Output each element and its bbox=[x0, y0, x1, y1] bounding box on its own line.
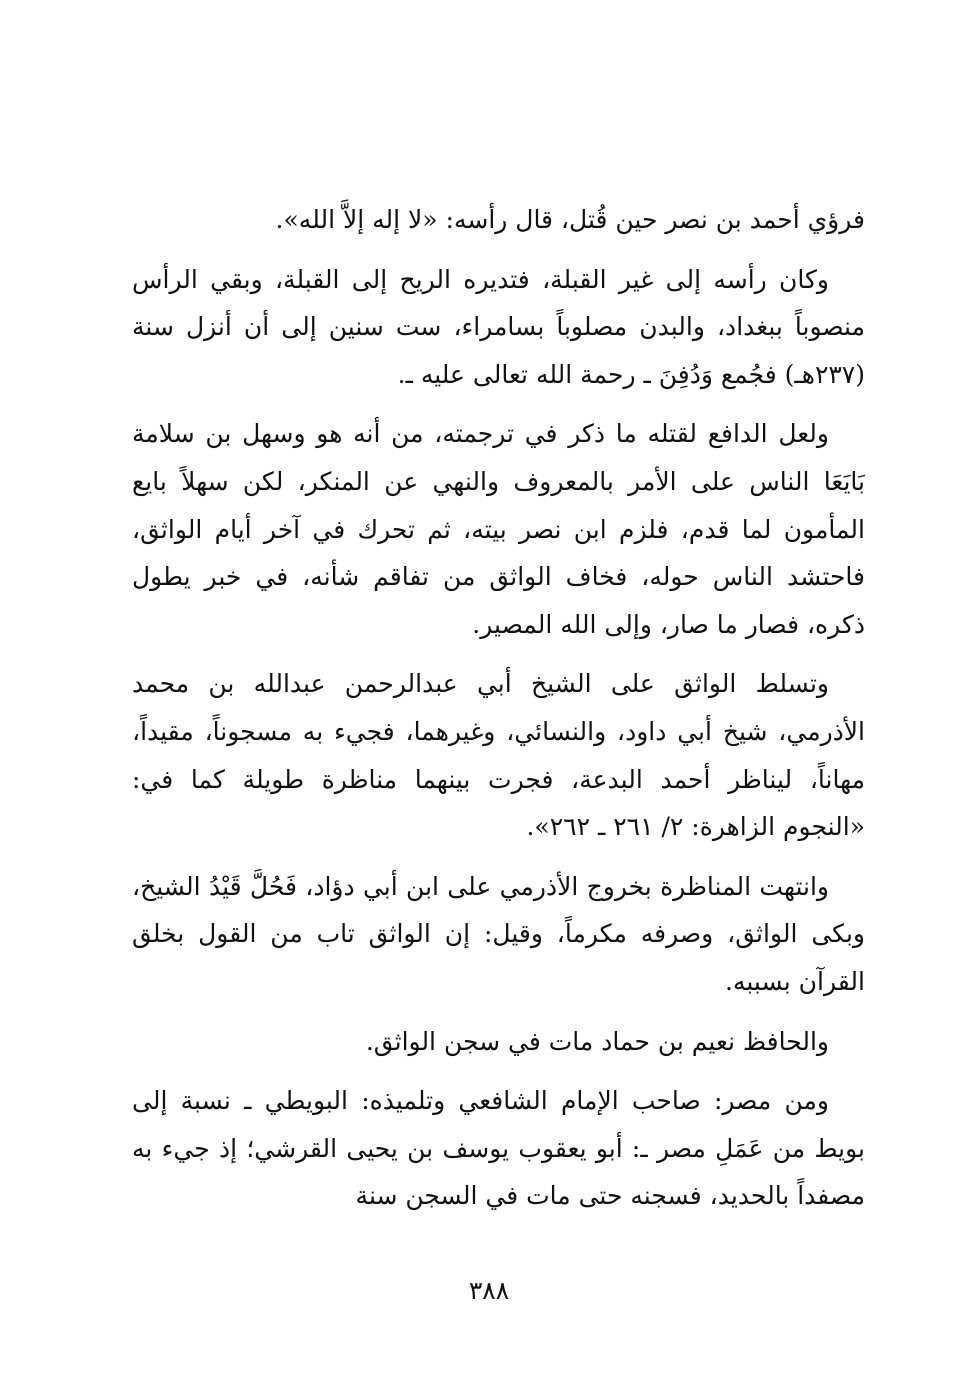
paragraph: ومن مصر: صاحب الإمام الشافعي وتلميذه: البويطي ـ نسبة إلى بويط من عَمَلِ مصر ـ: أبو يعقوب يوسف بن يحيى القرشي؛ إذ جيء به مصفداً بالحديد، فسجنه حتى مات في السجن سنة bbox=[132, 1086, 865, 1211]
paragraph: وتسلط الواثق على الشيخ أبي عبدالرحمن عبدالله بن محمد الأذرمي، شيخ أبي داود، والنسائي، وغيرهما، فجيء به مسجوناً، مقيداً، مهاناً، ليناظر أحمد البدعة، فجرت بينهما مناظرة طويلة كما في: «النجوم الزاهرة: ٢/ ٢٦١ ـ ٢٦٢». bbox=[132, 669, 865, 842]
paragraph: والحافظ نعيم بن حماد مات في سجن الواثق. bbox=[365, 1026, 829, 1056]
paragraph: وكان رأسه إلى غير القبلة، فتديره الريح إلى القبلة، وبقي الرأس منصوباً ببغداد، والبدن مصلوباً بسامراء، ست سنين إلى أن أنزل سنة (٢٣٧هـ) فجُمع وَدُفِنَ ـ رحمة الله تعالى عليه ـ. bbox=[132, 264, 865, 389]
paragraph: وانتهت المناظرة بخروج الأذرمي على ابن أبي دؤاد، فَحُلَّ قَيْدُ الشيخ، وبكى الواثق، وصرفه مكرماً، وقيل: إن الواثق تاب من القول بخلق القرآن بسببه. bbox=[132, 871, 865, 996]
page-number: ٣٨٨ bbox=[468, 1276, 510, 1305]
paragraph: ولعل الدافع لقتله ما ذكر في ترجمته، من أنه هو وسهل بن سلامة بَايَعَا الناس على الأمر بالمعروف والنهي عن المنكر، لكن سهلاً بايع المأمون لما قدم، فلزم ابن نصر بيته، ثم تحرك في آخر أيام الواثق، فاحتشد الناس حوله، فخاف الواثق من تفاقم شأنه، في خبر يطول ذكره، فصار ما صار، وإلى الله المصير. bbox=[132, 419, 865, 639]
body-text bbox=[132, 196, 865, 1232]
paragraph: فرؤي أحمد بن نصر حين قُتل، قال رأسه: «لا إله إلاَّ الله». bbox=[275, 205, 865, 234]
